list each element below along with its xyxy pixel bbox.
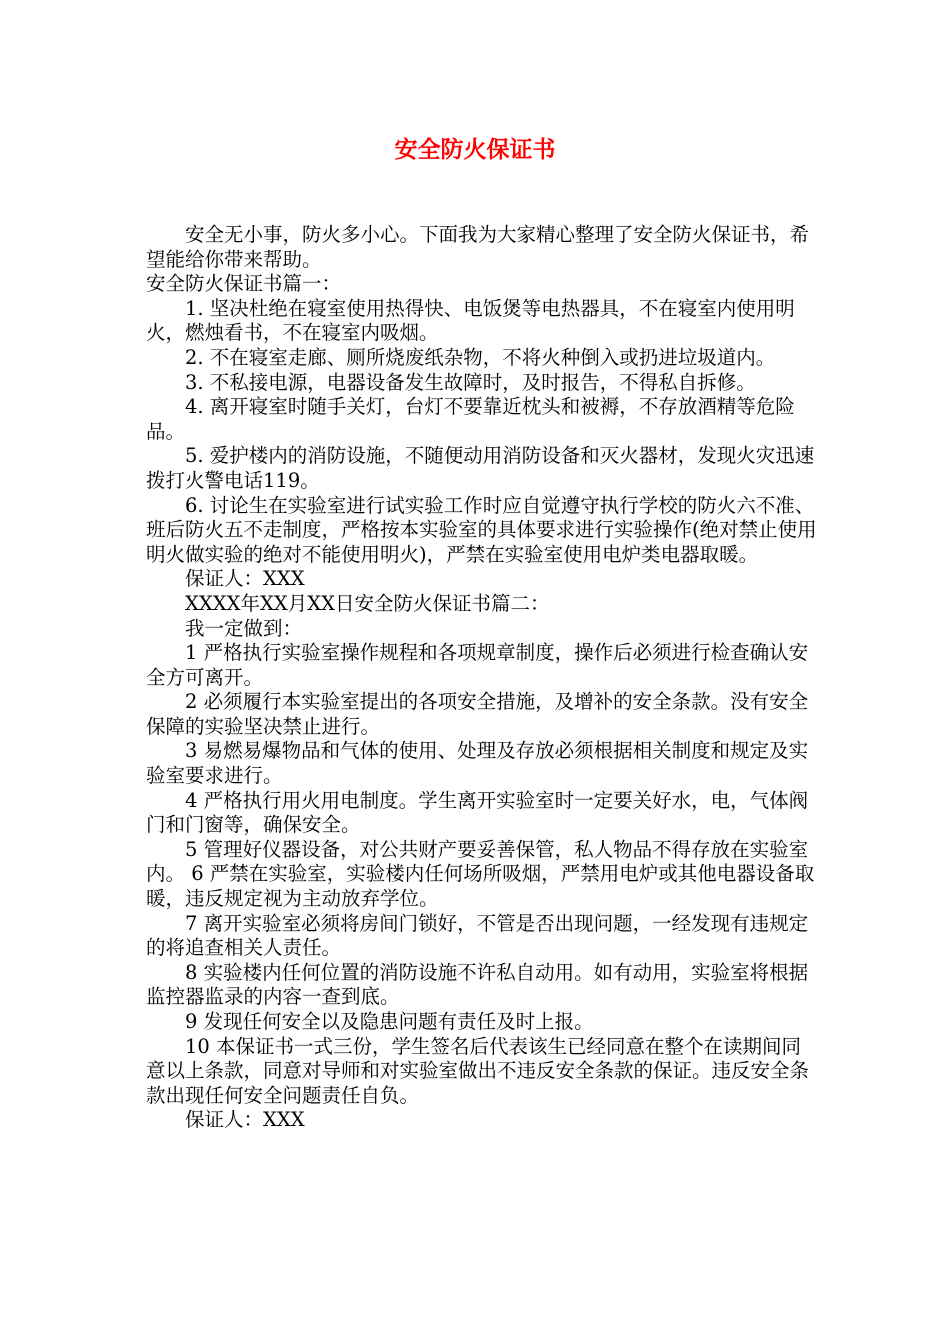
document-title: 安全防火保证书 <box>394 137 556 163</box>
document-paragraph: 4 严格执行用火用电制度。学生离开实验室时一定要关好水，电，气体阀门和门窗等，确保安全。 <box>146 788 809 837</box>
document-paragraph: 3. 不私接电源，电器设备发生故障时，及时报告，不得私自拆修。 <box>185 370 756 394</box>
document-paragraph: 保证人：XXX <box>185 567 305 591</box>
document-paragraph: XXXX年XX月XX日安全防火保证书篇二： <box>185 591 550 615</box>
document-paragraph: 安全防火保证书篇一： <box>146 272 342 296</box>
document-paragraph: 3 易燃易爆物品和气体的使用、处理及存放必须根据相关制度和规定及实验室要求进行。 <box>146 739 809 788</box>
document-paragraph: 2 必须履行本实验室提出的各项安全措施，及增补的安全条款。没有安全保障的实验坚决禁止进行。 <box>146 690 809 738</box>
document-paragraph: 安全无小事，防火多小心。下面我为大家精心整理了安全防火保证书，希望能给你带来帮助。 <box>146 223 810 271</box>
document-paragraph: 1. 坚决杜绝在寝室使用热得快、电饭煲等电热器具，不在寝室内使用明火，燃烛看书，不在寝室内吸烟。 <box>146 296 795 345</box>
document-paragraph: 1 严格执行实验室操作规程和各项规章制度，操作后必须进行检查确认安全方可离开。 <box>146 641 809 689</box>
document-body <box>146 223 818 1133</box>
document-paragraph: 7 离开实验室必须将房间门锁好，不管是否出现问题，一经发现有违规定的将追查相关人责任。 <box>146 911 809 960</box>
document-paragraph: 10 本保证书一式三份，学生签名后代表该生已经同意在整个在读期间同意以上条款，同意对导师和对实验室做出不违反安全条款的保证。违反安全条款出现任何安全问题责任自负。 <box>146 1034 810 1107</box>
document-paragraph: 5. 爱护楼内的消防设施，不随便动用消防设备和灭火器材，发现火灾迅速拨打火警电话119。 <box>146 444 815 492</box>
document-paragraph: 保证人：XXX <box>185 1108 305 1132</box>
document-paragraph: 8 实验楼内任何位置的消防设施不许私自动用。如有动用，实验室将根据监控器监录的内容一查到底。 <box>146 960 809 1009</box>
document-paragraph: 6. 讨论生在实验室进行试实验工作时应自觉遵守执行学校的防火六不准、班后防火五不走制度，严格按本实验室的具体要求进行实验操作(绝对禁止使用明火做实验的绝对不能使用明火)，严禁在实验室使用电炉类电器取暖。 <box>146 493 817 566</box>
document-paragraph: 5 管理好仪器设备，对公共财产要妥善保管，私人物品不得存放在实验室内。 6 严禁在实验室，实验楼内任何场所吸烟，严禁用电炉或其他电器设备取暖，违反规定视为主动放弃学位。 <box>146 837 815 911</box>
document-paragraph: 我一定做到： <box>185 616 303 640</box>
document-paragraph: 2. 不在寝室走廊、厕所烧废纸杂物，不将火种倒入或扔进垃圾道内。 <box>185 345 776 369</box>
document-paragraph: 4. 离开寝室时随手关灯，台灯不要靠近枕头和被褥，不存放酒精等危险品。 <box>146 395 795 443</box>
document-paragraph: 9 发现任何安全以及隐患问题有责任及时上报。 <box>185 1010 594 1033</box>
